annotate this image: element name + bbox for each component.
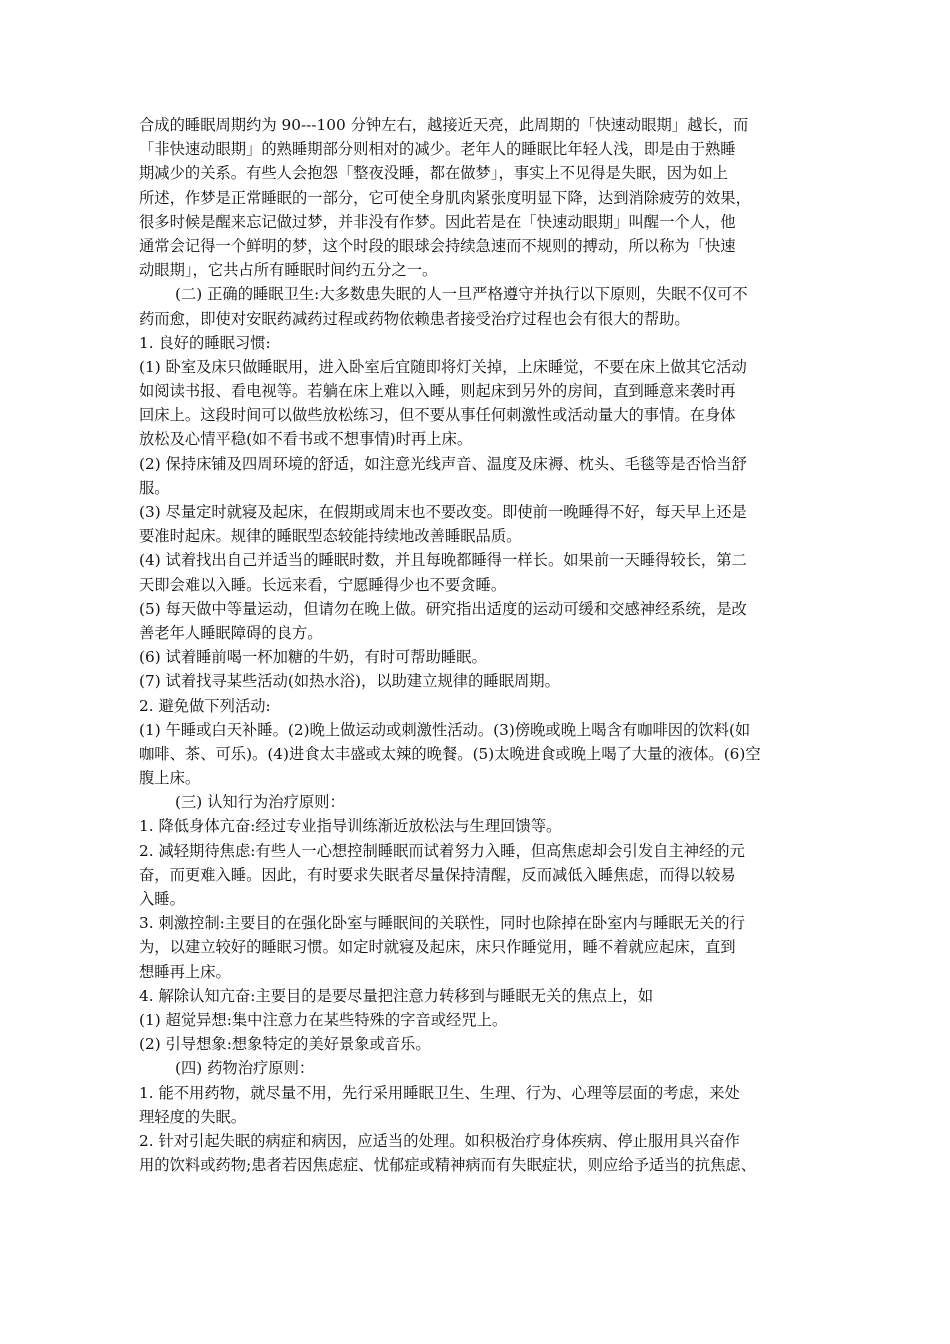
text-line: 期减少的关系。有些人会抱怨「整夜没睡，都在做梦」，事实上不见得是失眠，因为如上 (139, 164, 728, 183)
text-line: 服。 (139, 478, 170, 497)
text-line: (2) 保持床铺及四周环境的舒适，如注意光线声音、温度及床褥、枕头、毛毯等是否恰当舒 (139, 454, 747, 473)
document-page (139, 113, 825, 1177)
text-line: 天即会难以入睡。长远来看，宁愿睡得少也不要贪睡。 (139, 575, 507, 594)
text-line: 4. 解除认知亢奋:主要目的是要尽量把注意力转移到与睡眠无关的焦点上，如 (139, 986, 654, 1005)
text-line: 入睡。 (139, 890, 185, 908)
text-line: 药而愈，即使对安眠药减药过程或药物依赖患者接受治疗过程也会有很大的帮助。 (139, 309, 690, 328)
text-line: 2. 减轻期待焦虑:有些人一心想控制睡眠而试着努力入睡，但高焦虑却会引发自主神经的元 (139, 841, 745, 860)
text-line: 想睡再上床。 (139, 962, 231, 981)
text-line: (5) 每天做中等量运动，但请勿在晚上做。研究指出适度的运动可缓和交感神经系统，是改 (139, 599, 747, 618)
text-line: (3) 尽量定时就寝及起床，在假期或周末也不要改变。即使前一晚睡得不好，每天早上还是 (139, 503, 747, 521)
text-line: 理轻度的失眠。 (139, 1107, 247, 1126)
text-line: (6) 试着睡前喝一杯加糖的牛奶，有时可帮助睡眠。 (139, 648, 487, 667)
text-line: 咖啡、茶、可乐)。(4)进食太丰盛或太辣的晚餐。(5)太晚进食或晚上喝了大量的液体。(6)空 (139, 744, 761, 763)
text-line: 合成的睡眠周期约为 90---100 分钟左右，越接近天亮，此周期的「快速动眼期」越长，而 (139, 116, 749, 134)
text-line: (2) 引导想象:想象特定的美好景象或音乐。 (139, 1035, 431, 1054)
text-line: 奋，而更难入睡。因此，有时要求失眠者尽量保持清醒，反而减低入睡焦虑，而得以较易 (139, 865, 736, 884)
text-line: 很多时候是醒来忘记做过梦，并非没有作梦。因此若是在「快速动眼期」叫醒一个人，他 (139, 212, 736, 231)
text-line: 1. 降低身体亢奋:经过专业指导训练渐近放松法与生理回馈等。 (139, 817, 562, 836)
text-line: 用的饮料或药物;患者若因焦虑症、忧郁症或精神病而有失眠症状，则应给予适当的抗焦虑、 (139, 1156, 757, 1175)
text-line: 放松及心情平稳(如不看书或不想事情)时再上床。 (139, 430, 473, 449)
text-line: 如阅读书报、看电视等。若躺在床上难以入睡，则起床到另外的房间，直到睡意来袭时再 (139, 382, 736, 401)
text-line: (1) 午睡或白天补睡。(2)晚上做运动或刺激性活动。(3)傍晚或晚上喝含有咖啡因的饮料(如 (139, 720, 751, 739)
text-line: 动眼期」，它共占所有睡眠时间约五分之一。 (139, 261, 438, 280)
text-line: 2. 针对引起失眠的病症和病因，应适当的处理。如积极治疗身体疾病、停止服用具兴奋作 (139, 1131, 740, 1150)
text-line: 要准时起床。规律的睡眠型态较能持续地改善睡眠品质。 (139, 527, 522, 546)
text-line: (四) 药物治疗原则： (175, 1059, 315, 1078)
text-line: 善老年人睡眠障碍的良方。 (139, 623, 323, 642)
text-line: (三) 认知行为治疗原则： (175, 793, 345, 812)
text-line: 回床上。这段时间可以做些放松练习，但不要从事任何刺激性或活动量大的事情。在身体 (139, 406, 736, 425)
text-line: (4) 试着找出自己并适当的睡眠时数，并且每晚都睡得一样长。如果前一天睡得较长，第二 (139, 551, 747, 570)
text-line: 3. 刺激控制:主要目的在强化卧室与睡眠间的关联性，同时也除掉在卧室内与睡眠无关的行 (139, 914, 745, 933)
text-line: (1) 超觉异想:集中注意力在某些特殊的字音或经咒上。 (139, 1010, 508, 1029)
text-line: 「非快速动眼期」的熟睡期部分则相对的减少。老年人的睡眠比年轻人浅，即是由于熟睡 (139, 140, 736, 159)
text-line: 1. 能不用药物，就尽量不用，先行采用睡眠卫生、生理、行为、心理等层面的考虑，来处 (139, 1083, 740, 1102)
text-line: 通常会记得一个鲜明的梦，这个时段的眼球会持续急速而不规则的搏动，所以称为「快速 (139, 236, 736, 255)
text-line: 2. 避免做下列活动: (139, 696, 271, 715)
text-line: 所述，作梦是正常睡眠的一部分，它可使全身肌肉紧张度明显下降，达到消除疲劳的效果， (139, 188, 751, 207)
text-line: 1. 良好的睡眠习惯: (139, 333, 271, 352)
text-line: (1) 卧室及床只做睡眠用，进入卧室后宜随即将灯关掉，上床睡觉，不要在床上做其它活动 (139, 357, 747, 376)
text-line: (7) 试着找寻某些活动(如热水浴)，以助建立规律的睡眠周期。 (139, 672, 560, 691)
text-line: 腹上床。 (139, 769, 201, 788)
text-line: (二) 正确的睡眠卫生:大多数患失眠的人一旦严格遵守并执行以下原则，失眠不仅可不 (175, 285, 748, 304)
text-line: 为，以建立较好的睡眠习惯。如定时就寝及起床，床只作睡觉用，睡不着就应起床，直到 (139, 938, 736, 957)
